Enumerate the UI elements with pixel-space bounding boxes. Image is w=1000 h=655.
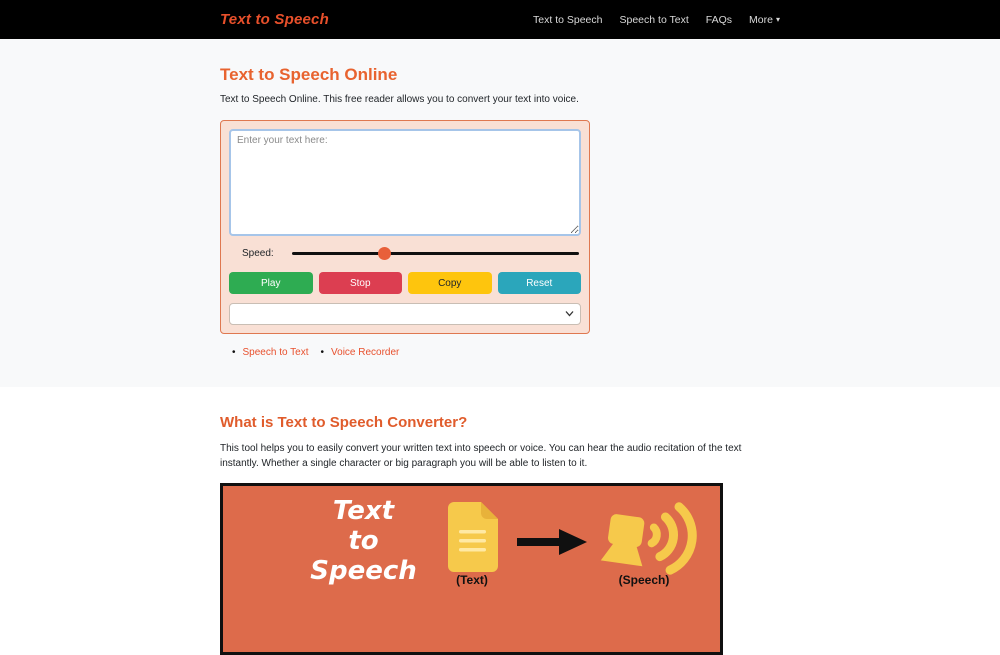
document-icon <box>448 502 498 572</box>
illustration-input-label: (Text) <box>456 573 488 587</box>
speed-label: Speed: <box>242 247 274 259</box>
speed-slider[interactable] <box>292 246 579 260</box>
speaker-icon <box>603 496 699 570</box>
about-section <box>0 387 1000 655</box>
navbar-container <box>220 11 780 28</box>
caption-line: Text <box>332 496 395 526</box>
page-title: Text to Speech Online <box>220 65 398 84</box>
illustration-output-label: (Speech) <box>618 573 670 587</box>
list-item <box>232 347 309 358</box>
speed-slider-track <box>292 252 579 255</box>
nav-item-more-label: More <box>749 13 773 26</box>
nav-item-text-to-speech[interactable]: Text to Speech <box>533 13 603 26</box>
voice-select[interactable] <box>229 303 581 325</box>
quick-links <box>220 347 780 358</box>
page-subtitle: Text to Speech Online. This free reader allows you to convert your text into voice. <box>220 94 579 105</box>
about-title: What is Text to Speech Converter? <box>220 414 468 431</box>
bullet-icon: • <box>320 347 325 358</box>
caret-down-icon: ▾ <box>775 14 780 24</box>
arrow-right-icon <box>517 527 587 557</box>
voice-recorder-link[interactable]: Voice Recorder <box>331 347 400 358</box>
speed-slider-thumb[interactable] <box>378 247 391 260</box>
caption-line: Speech <box>310 556 417 587</box>
hero-section <box>0 39 1000 387</box>
play-button[interactable]: Play <box>229 272 313 294</box>
action-buttons <box>229 272 581 294</box>
about-text: This tool helps you to easily convert your written text into speech or voice. You can hear the audio recitation of the text instantly. Whether a single character or big paragraph you will be able to listen to it. <box>220 443 742 469</box>
text-input[interactable] <box>229 129 581 236</box>
voice-select-wrap <box>229 303 581 325</box>
reset-button[interactable]: Reset <box>498 272 582 294</box>
stop-button[interactable]: Stop <box>319 272 403 294</box>
illustration-caption <box>281 496 446 586</box>
brand-logo[interactable]: Text to Speech <box>220 11 329 28</box>
speech-to-text-link[interactable]: Speech to Text <box>242 347 309 358</box>
copy-button[interactable]: Copy <box>408 272 492 294</box>
nav-links <box>533 14 780 26</box>
bullet-icon: • <box>232 347 236 358</box>
nav-item-more-dropdown[interactable] <box>749 14 780 26</box>
top-navbar <box>0 0 1000 39</box>
nav-item-faqs[interactable]: FAQs <box>705 13 733 26</box>
tts-illustration <box>220 483 723 655</box>
caption-line: to <box>348 526 379 557</box>
tts-form-card <box>220 120 590 334</box>
speed-row <box>229 246 581 260</box>
nav-item-speech-to-text[interactable]: Speech to Text <box>619 13 689 26</box>
list-item <box>321 347 400 358</box>
